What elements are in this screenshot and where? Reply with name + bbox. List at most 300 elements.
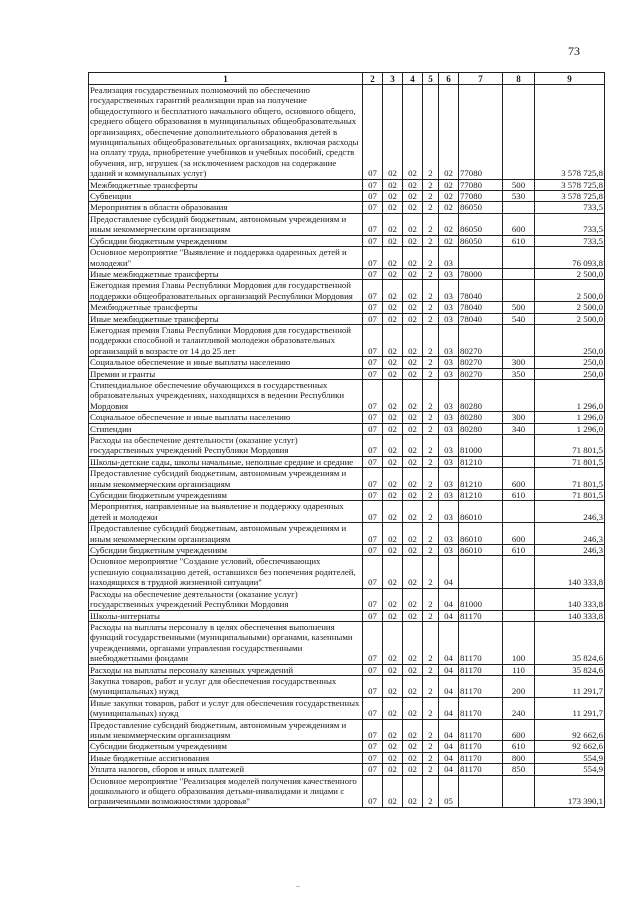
cell-code-subsection: 02 [383,468,403,490]
cell-code-direction: 81170 [459,741,503,752]
cell-code-expense-type [503,501,535,523]
cell-code-program: 02 [403,501,423,523]
cell-code-subsection: 02 [383,719,403,741]
cell-code-subsection: 02 [383,423,403,434]
column-header-4: 4 [403,73,423,85]
cell-code-direction: 86010 [459,523,503,545]
cell-code-expense-type: 600 [503,719,535,741]
cell-amount: 1 296,0 [535,379,605,411]
cell-code-section: 07 [363,412,383,423]
table-row [89,468,605,490]
cell-code-program: 02 [403,435,423,457]
cell-code-measure: 03 [439,456,459,467]
cell-amount: 71 801,5 [535,490,605,501]
cell-code-program: 02 [403,379,423,411]
cell-code-subsection: 02 [383,379,403,411]
cell-code-section: 07 [363,268,383,279]
cell-code-section: 07 [363,664,383,675]
table-row [89,752,605,763]
cell-code-program: 02 [403,675,423,697]
table-row [89,456,605,467]
scan-mark [296,886,300,887]
table-row [89,764,605,775]
cell-code-measure: 04 [439,764,459,775]
column-header-3: 3 [383,73,403,85]
cell-code-direction: 80270 [459,324,503,356]
cell-item-name: Основное мероприятие "Выявление и поддержка одаренных детей и молодежи" [89,247,363,269]
cell-code-expense-type [503,775,535,807]
cell-amount: 11 291,7 [535,675,605,697]
cell-code-subsection: 02 [383,501,403,523]
cell-code-program: 02 [403,545,423,556]
cell-amount: 1 296,0 [535,423,605,434]
cell-item-name: Расходы на обеспечение деятельности (оказание услуг) государственных учреждений Республики Мордовия [89,435,363,457]
cell-amount: 71 801,5 [535,468,605,490]
cell-code-section: 07 [363,324,383,356]
cell-code-program: 02 [403,741,423,752]
cell-code-subprogram: 2 [423,675,439,697]
cell-code-expense-type [503,324,535,356]
cell-code-subprogram: 2 [423,741,439,752]
cell-code-expense-type [503,610,535,621]
column-header-8: 8 [503,73,535,85]
cell-code-expense-type [503,379,535,411]
cell-code-subsection: 02 [383,213,403,235]
cell-item-name: Предоставление субсидий бюджетным, автономным учреждениям и иным некоммерческим организациям [89,719,363,741]
cell-code-subsection: 02 [383,456,403,467]
cell-code-subprogram: 2 [423,752,439,763]
cell-code-measure: 04 [439,752,459,763]
cell-code-program: 02 [403,268,423,279]
cell-code-subsection: 02 [383,588,403,610]
table-row [89,775,605,807]
cell-code-direction [459,247,503,269]
cell-code-direction [459,556,503,588]
cell-code-section: 07 [363,588,383,610]
table-row [89,675,605,697]
cell-code-subsection: 02 [383,764,403,775]
cell-code-program: 02 [403,764,423,775]
cell-code-expense-type [503,280,535,302]
cell-code-program: 02 [403,664,423,675]
cell-code-measure: 03 [439,468,459,490]
cell-code-expense-type: 610 [503,545,535,556]
cell-code-direction: 81170 [459,621,503,664]
cell-code-program: 02 [403,357,423,368]
cell-code-subprogram: 2 [423,610,439,621]
cell-code-program: 02 [403,235,423,246]
cell-item-name: Межбюджетные трансферты [89,179,363,190]
cell-amount: 3 578 725,8 [535,85,605,180]
cell-amount: 3 578 725,8 [535,179,605,190]
table-row [89,621,605,664]
cell-code-section: 07 [363,247,383,269]
cell-amount: 140 333,8 [535,610,605,621]
cell-code-expense-type: 530 [503,191,535,202]
table-body [89,85,605,808]
cell-code-expense-type: 300 [503,412,535,423]
table-row [89,412,605,423]
cell-code-direction: 78040 [459,313,503,324]
cell-code-section: 07 [363,423,383,434]
cell-amount: 140 333,8 [535,588,605,610]
table-row [89,191,605,202]
cell-code-measure: 04 [439,741,459,752]
cell-amount: 733,5 [535,213,605,235]
cell-code-measure: 02 [439,191,459,202]
cell-item-name: Стипендии [89,423,363,434]
table-row [89,664,605,675]
page-number: 73 [568,44,580,58]
cell-code-subprogram: 2 [423,313,439,324]
cell-code-program: 02 [403,752,423,763]
column-header-9: 9 [535,73,605,85]
table-row [89,719,605,741]
cell-code-subsection: 02 [383,313,403,324]
cell-code-direction: 81170 [459,664,503,675]
cell-code-measure: 04 [439,675,459,697]
cell-code-subsection: 02 [383,179,403,190]
cell-code-section: 07 [363,468,383,490]
cell-code-expense-type [503,588,535,610]
table-row [89,588,605,610]
cell-code-program: 02 [403,775,423,807]
cell-item-name: Субсидии бюджетным учреждениям [89,741,363,752]
cell-code-program: 02 [403,280,423,302]
cell-amount: 2 500,0 [535,313,605,324]
cell-code-subsection: 02 [383,490,403,501]
cell-item-name: Иные межбюджетные трансферты [89,313,363,324]
cell-code-expense-type: 110 [503,664,535,675]
cell-amount: 173 390,1 [535,775,605,807]
cell-code-subsection: 02 [383,610,403,621]
cell-code-subsection: 02 [383,752,403,763]
cell-code-measure: 03 [439,247,459,269]
cell-code-direction: 81210 [459,456,503,467]
cell-code-section: 07 [363,85,383,180]
cell-code-direction: 80280 [459,379,503,411]
cell-item-name: Премии и гранты [89,368,363,379]
cell-code-expense-type [503,556,535,588]
cell-amount: 35 824,6 [535,664,605,675]
cell-code-expense-type: 200 [503,675,535,697]
cell-code-measure: 03 [439,368,459,379]
cell-item-name: Школы-интернаты [89,610,363,621]
cell-item-name: Социальное обеспечение и иные выплаты населению [89,412,363,423]
cell-code-subprogram: 2 [423,775,439,807]
cell-code-measure: 03 [439,280,459,302]
cell-code-program: 02 [403,621,423,664]
cell-code-subsection: 02 [383,357,403,368]
cell-code-expense-type: 540 [503,313,535,324]
cell-code-expense-type: 850 [503,764,535,775]
cell-code-measure: 03 [439,357,459,368]
cell-code-subsection: 02 [383,435,403,457]
cell-code-direction: 80270 [459,357,503,368]
cell-code-expense-type: 600 [503,213,535,235]
cell-code-section: 07 [363,213,383,235]
cell-code-section: 07 [363,556,383,588]
cell-code-program: 02 [403,191,423,202]
cell-code-measure: 03 [439,523,459,545]
cell-amount: 554,9 [535,764,605,775]
table-row [89,179,605,190]
table-header-row [89,73,605,85]
cell-code-expense-type: 600 [503,523,535,545]
table-row [89,490,605,501]
cell-code-measure: 04 [439,588,459,610]
cell-code-subprogram: 2 [423,179,439,190]
cell-amount: 71 801,5 [535,435,605,457]
cell-item-name: Межбюджетные трансферты [89,302,363,313]
cell-code-subsection: 02 [383,675,403,697]
cell-code-program: 02 [403,368,423,379]
cell-code-section: 07 [363,697,383,719]
cell-code-section: 07 [363,752,383,763]
cell-code-direction: 81000 [459,588,503,610]
cell-code-subsection: 02 [383,235,403,246]
cell-code-subsection: 02 [383,85,403,180]
table-row [89,247,605,269]
cell-code-program: 02 [403,697,423,719]
cell-code-subprogram: 2 [423,501,439,523]
cell-code-program: 02 [403,302,423,313]
cell-code-section: 07 [363,545,383,556]
cell-code-subsection: 02 [383,664,403,675]
cell-item-name: Предоставление субсидий бюджетным, автономным учреждениям и иным некоммерческим организациям [89,213,363,235]
cell-code-section: 07 [363,775,383,807]
table-row [89,357,605,368]
cell-code-section: 07 [363,379,383,411]
cell-code-subsection: 02 [383,523,403,545]
table-row [89,313,605,324]
table-row [89,379,605,411]
cell-code-section: 07 [363,202,383,213]
cell-amount: 3 578 725,8 [535,191,605,202]
cell-amount: 246,3 [535,545,605,556]
cell-item-name: Субсидии бюджетным учреждениям [89,545,363,556]
table-row [89,556,605,588]
cell-code-measure: 03 [439,268,459,279]
cell-item-name: Закупка товаров, работ и услуг для обеспечения государственных (муниципальных) нужд [89,675,363,697]
cell-code-expense-type [503,202,535,213]
cell-amount: 2 500,0 [535,302,605,313]
cell-code-direction: 78040 [459,280,503,302]
cell-code-measure: 02 [439,179,459,190]
cell-code-measure: 04 [439,664,459,675]
cell-code-subprogram: 2 [423,456,439,467]
cell-code-subprogram: 2 [423,468,439,490]
cell-code-expense-type: 100 [503,621,535,664]
cell-code-measure: 05 [439,775,459,807]
column-header-7: 7 [459,73,503,85]
cell-amount: 92 662,6 [535,719,605,741]
table-row [89,202,605,213]
cell-code-subprogram: 2 [423,697,439,719]
cell-code-subprogram: 2 [423,764,439,775]
cell-amount: 733,5 [535,235,605,246]
cell-code-expense-type: 340 [503,423,535,434]
cell-code-subprogram: 2 [423,435,439,457]
cell-code-direction: 81210 [459,468,503,490]
cell-code-subprogram: 2 [423,268,439,279]
cell-code-expense-type: 800 [503,752,535,763]
cell-amount: 11 291,7 [535,697,605,719]
cell-code-expense-type: 300 [503,357,535,368]
cell-amount: 35 824,6 [535,621,605,664]
cell-code-subsection: 02 [383,191,403,202]
table-row [89,85,605,180]
cell-code-section: 07 [363,610,383,621]
cell-item-name: Основное мероприятие "Создание условий, обеспечивающих успешную социализацию детей, оставшихся без попечения родителей, находящихся в трудной жизненной ситуации" [89,556,363,588]
cell-code-subsection: 02 [383,621,403,664]
table-row [89,324,605,356]
cell-code-expense-type [503,247,535,269]
cell-code-program: 02 [403,456,423,467]
cell-code-measure: 03 [439,412,459,423]
cell-code-direction: 86050 [459,213,503,235]
cell-code-program: 02 [403,556,423,588]
cell-code-measure: 02 [439,213,459,235]
cell-code-subsection: 02 [383,324,403,356]
cell-item-name: Иные межбюджетные трансферты [89,268,363,279]
cell-item-name: Стипендиальное обеспечение обучающихся в государственных образовательных учреждениях, находящихся в ведении Республики Мордовия [89,379,363,411]
cell-code-subsection: 02 [383,545,403,556]
table-row [89,523,605,545]
column-header-6: 6 [439,73,459,85]
cell-amount: 246,3 [535,523,605,545]
cell-code-direction: 86050 [459,202,503,213]
cell-code-section: 07 [363,719,383,741]
cell-item-name: Предоставление субсидий бюджетным, автономным учреждениям и иным некоммерческим организациям [89,468,363,490]
table-row [89,368,605,379]
cell-item-name: Школы-детские сады, школы начальные, неполные средние и средние [89,456,363,467]
cell-item-name: Ежегодная премия Главы Республики Мордовия для государственной поддержки способной и талантливой молодежи образовательных организаций в возрасте от 14 до 25 лет [89,324,363,356]
cell-item-name: Ежегодная премия Главы Республики Мордовия для государственной поддержки общеобразовательных организаций Республики Мордовия [89,280,363,302]
cell-code-direction [459,775,503,807]
cell-code-section: 07 [363,675,383,697]
cell-code-section: 07 [363,523,383,545]
cell-code-subsection: 02 [383,268,403,279]
cell-code-section: 07 [363,302,383,313]
cell-code-measure: 03 [439,313,459,324]
cell-code-subsection: 02 [383,302,403,313]
cell-code-direction: 81210 [459,490,503,501]
cell-code-section: 07 [363,313,383,324]
cell-code-expense-type: 610 [503,490,535,501]
cell-code-measure: 04 [439,697,459,719]
cell-item-name: Мероприятия в области образования [89,202,363,213]
cell-amount: 733,5 [535,202,605,213]
cell-code-subsection: 02 [383,202,403,213]
cell-code-subprogram: 2 [423,191,439,202]
cell-item-name: Субсидии бюджетным учреждениям [89,235,363,246]
cell-code-subprogram: 2 [423,423,439,434]
cell-code-measure: 03 [439,435,459,457]
cell-code-expense-type: 500 [503,179,535,190]
cell-code-program: 02 [403,468,423,490]
table-row [89,235,605,246]
cell-code-subsection: 02 [383,741,403,752]
cell-amount: 250,0 [535,324,605,356]
cell-item-name: Реализация государственных полномочий по обеспечению государственных гарантий реализации прав на получение общедоступного и бесплатного начального общего, основного общего, среднего общего образования в муниципальных общеобразовательных организациях, обеспечение дополнительного образования детей в муниципальных общеобразовательных организациях, включая расходы на оплату труда, приобретение учебников и учебных пособий, средств обучения, игр, игрушек (за исключением расходов на содержание зданий и коммунальных услуг) [89,85,363,180]
cell-code-measure: 03 [439,501,459,523]
cell-code-subprogram: 2 [423,523,439,545]
cell-code-subprogram: 2 [423,247,439,269]
cell-code-direction: 80280 [459,423,503,434]
cell-code-program: 02 [403,213,423,235]
cell-amount: 2 500,0 [535,280,605,302]
cell-code-program: 02 [403,324,423,356]
cell-amount: 554,9 [535,752,605,763]
cell-amount: 71 801,5 [535,456,605,467]
cell-code-program: 02 [403,313,423,324]
cell-item-name: Уплата налогов, сборов и иных платежей [89,764,363,775]
cell-code-measure: 04 [439,556,459,588]
table-row [89,545,605,556]
cell-code-program: 02 [403,523,423,545]
cell-code-expense-type: 610 [503,741,535,752]
cell-code-program: 02 [403,490,423,501]
cell-code-measure: 03 [439,379,459,411]
cell-code-direction: 81170 [459,675,503,697]
cell-code-section: 07 [363,191,383,202]
cell-code-subsection: 02 [383,697,403,719]
cell-code-measure: 03 [439,423,459,434]
cell-item-name: Субвенции [89,191,363,202]
cell-code-section: 07 [363,621,383,664]
cell-code-direction: 81000 [459,435,503,457]
cell-code-subprogram: 2 [423,490,439,501]
cell-code-subprogram: 2 [423,412,439,423]
cell-code-direction: 86010 [459,545,503,556]
cell-code-section: 07 [363,179,383,190]
cell-code-subprogram: 2 [423,719,439,741]
cell-amount: 2 500,0 [535,268,605,279]
cell-code-section: 07 [363,280,383,302]
cell-item-name: Субсидии бюджетным учреждениям [89,490,363,501]
cell-amount: 250,0 [535,368,605,379]
cell-amount: 140 333,8 [535,556,605,588]
cell-code-direction: 86050 [459,235,503,246]
cell-item-name: Иные бюджетные ассигнования [89,752,363,763]
cell-code-measure: 04 [439,719,459,741]
cell-item-name: Основное мероприятие "Реализация моделей получения качественного дошкольного и общего образования детьми-инвалидами и лицами с ограниченными возможностями здоровья" [89,775,363,807]
table-row [89,501,605,523]
table-row [89,610,605,621]
cell-code-expense-type: 600 [503,468,535,490]
cell-code-subprogram: 2 [423,621,439,664]
cell-code-expense-type [503,435,535,457]
cell-code-section: 07 [363,435,383,457]
cell-code-subprogram: 2 [423,556,439,588]
cell-code-subprogram: 2 [423,85,439,180]
cell-code-expense-type [503,456,535,467]
cell-code-expense-type [503,268,535,279]
table-row [89,741,605,752]
cell-code-program: 02 [403,179,423,190]
cell-item-name: Мероприятия, направленные на выявление и поддержку одаренных детей и молодежи [89,501,363,523]
cell-code-subsection: 02 [383,412,403,423]
cell-code-subprogram: 2 [423,302,439,313]
cell-code-direction: 81170 [459,719,503,741]
cell-code-expense-type: 240 [503,697,535,719]
cell-code-section: 07 [363,741,383,752]
cell-code-expense-type: 610 [503,235,535,246]
cell-code-subprogram: 2 [423,235,439,246]
cell-code-measure: 03 [439,324,459,356]
cell-code-direction: 81170 [459,764,503,775]
